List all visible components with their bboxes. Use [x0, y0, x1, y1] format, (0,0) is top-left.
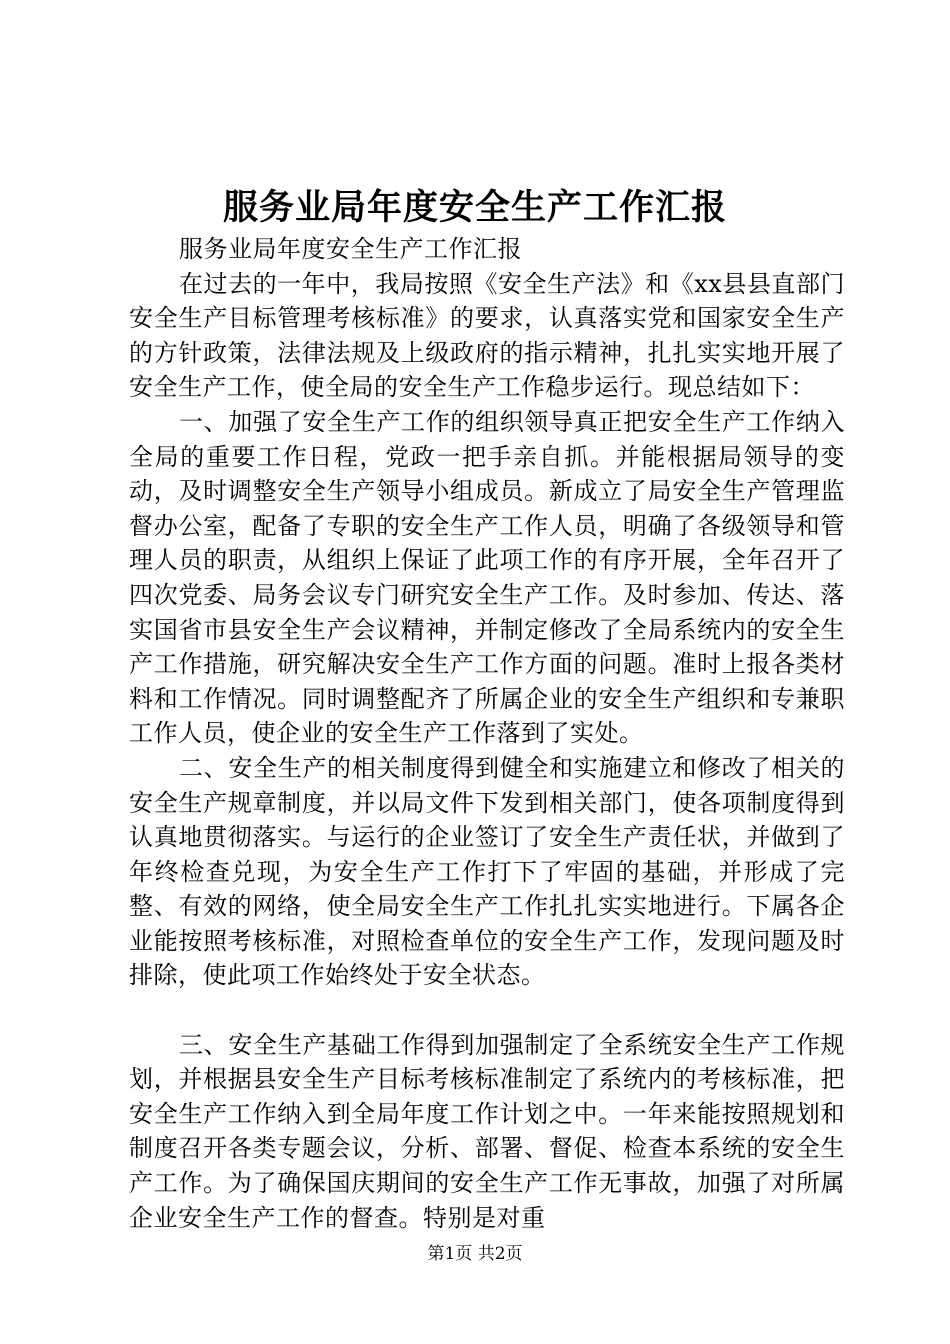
- body-paragraph-subtitle: 服务业局年度安全生产工作汇报: [179, 235, 522, 263]
- document-title: 服务业局年度安全生产工作汇报: [222, 187, 727, 228]
- body-paragraph-section-1: 一、加强了安全生产工作的组织领导真正把安全生产工作纳入全局的重要工作日程，党政一把手亲自抓。并能根据局领导的变动，及时调整安全生产领导小组成员。新成立了局安全生产管理监督办公室，配备了专职的安全生产工作人员，明确了各级领导和管理人员的职责，从组织上保证了此项工作的有序开展，全年召开了四次党委、局务会议专门研究安全生产工作。及时参加、传达、落实国省市县安全生产会议精神，并制定修改了全局系统内的安全生产工作措施，研究解决安全生产工作方面的问题。准时上报各类材料和工作情况。同时调整配齐了所属企业的安全生产组织和专兼职工作人员，使企业的安全生产工作落到了实处。: [129, 407, 845, 748]
- document-body: [129, 232, 845, 1235]
- body-paragraph-intro: 在过去的一年中，我局按照《安全生产法》和《xx县县直部门安全生产目标管理考核标准》的要求，认真落实党和国家安全生产的方针政策，法律法规及上级政府的指示精神，扎扎实实地开展了安全生产工作，使全局的安全生产工作稳步运行。现总结如下：: [129, 269, 845, 402]
- body-paragraph-section-3: 三、安全生产基础工作得到加强制定了全系统安全生产工作规划，并根据县安全生产目标考核标准制定了系统内的考核标准，把安全生产工作纳入到全局年度工作计划之中。一年来能按照规划和制度召开各类专题会议，分析、部署、督促、检查本系统的安全生产工作。为了确保国庆期间的安全生产工作无事故，加强了对所属企业安全生产工作的督查。特别是对重: [129, 1030, 845, 1232]
- page-number-footer: 第1页 共2页: [427, 1244, 523, 1264]
- body-paragraph-section-2: 二、安全生产的相关制度得到健全和实施建立和修改了相关的安全生产规章制度，并以局文件下发到相关部门，使各项制度得到认真地贯彻落实。与运行的企业签订了安全生产责任状，并做到了年终检查兑现，为安全生产工作打下了牢固的基础，并形成了完整、有效的网络，使全局安全生产工作扎扎实实地进行。下属各企业能按照考核标准，对照检查单位的安全生产工作，发现问题及时排除，使此项工作始终处于安全状态。: [129, 753, 845, 990]
